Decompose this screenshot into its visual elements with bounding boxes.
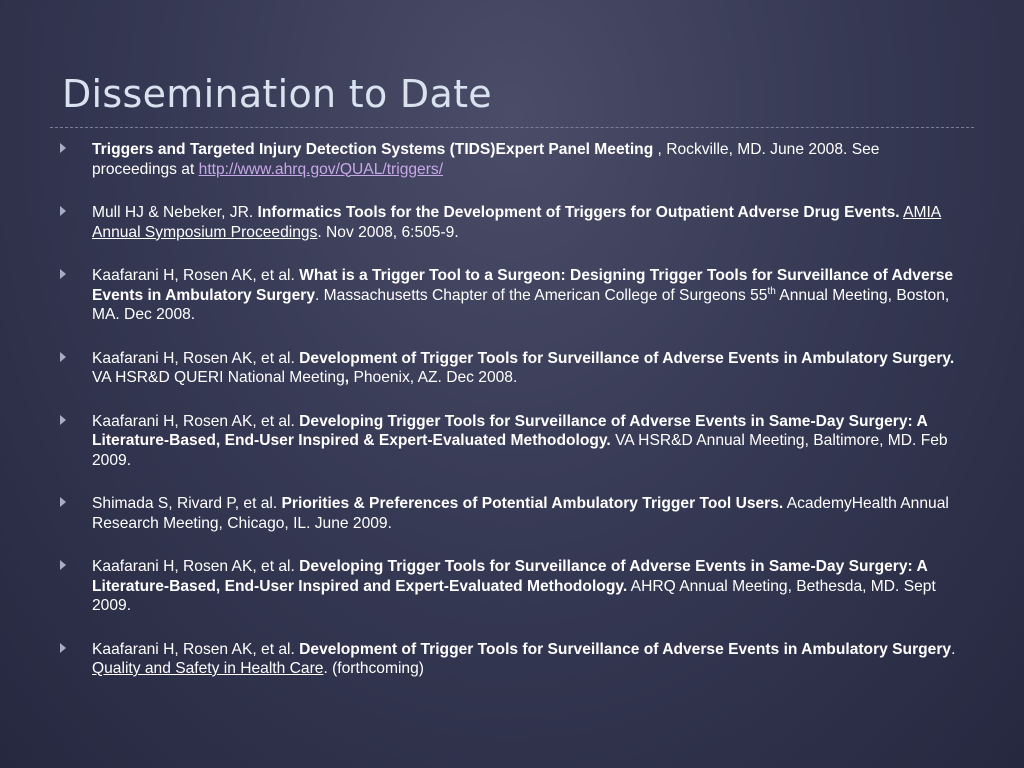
- item-venue: AMIA Annual Symposium Proceedings: [92, 204, 942, 241]
- item-detail: VA HSR&D Annual Meeting, Baltimore, MD. Feb 2009.: [92, 432, 948, 469]
- item-authors: Kaafarani H, Rosen AK, et al.: [92, 349, 300, 367]
- bullet-arrow-icon: [60, 497, 66, 507]
- item-authors: Kaafarani H, Rosen AK, et al.: [92, 412, 300, 430]
- item-venue: Quality and Safety in Health Care: [92, 660, 324, 677]
- list-item: [60, 494, 960, 533]
- bullet-arrow-icon: [60, 415, 66, 425]
- item-title: Developing Trigger Tools for Surveillance of Adverse Events in Same-Day Surgery: A Literature-Based, End-User Inspired & Expert-Evaluated Methodology.: [92, 412, 928, 449]
- item-detail: .: [951, 640, 956, 658]
- item-authors: Kaafarani H, Rosen AK, et al.: [92, 640, 300, 658]
- list-item: [60, 203, 960, 242]
- bullet-arrow-icon: [60, 143, 66, 153]
- item-title: Development of Trigger Tools for Surveillance of Adverse Events in Ambulatory Surgery.: [299, 349, 955, 367]
- bullet-arrow-icon: [60, 206, 66, 216]
- item-detail: , Rockville, MD. June 2008. See proceedings at: [92, 141, 880, 178]
- item-detail: . Massachusetts Chapter of the American College of Surgeons 55: [315, 286, 768, 304]
- item-authors: Mull HJ & Nebeker, JR.: [92, 204, 258, 221]
- item-title: Priorities & Preferences of Potential Ambulatory Trigger Tool Users.: [281, 495, 784, 512]
- item-title: Developing Trigger Tools for Surveillance of Adverse Events in Same-Day Surgery: A Literature-Based, End-User Inspired and Expert-Evaluated Methodology.: [92, 558, 928, 595]
- item-authors: Kaafarani H, Rosen AK, et al.: [92, 267, 300, 284]
- proceedings-link[interactable]: http://www.ahrq.gov/QUAL/triggers/: [198, 160, 444, 178]
- bullet-arrow-icon: [60, 269, 66, 279]
- bullet-arrow-icon: [60, 643, 66, 653]
- item-comma: ,: [344, 369, 350, 386]
- item-detail: . Nov 2008, 6:505-9.: [317, 223, 459, 241]
- item-authors: Kaafarani H, Rosen AK, et al.: [92, 558, 300, 575]
- title-divider: [50, 127, 974, 128]
- list-item: [60, 140, 960, 179]
- item-detail: VA HSR&D QUERI National Meeting: [92, 369, 345, 386]
- list-item: [60, 412, 960, 471]
- slide-title: Dissemination to Date: [62, 72, 492, 116]
- item-detail: AcademyHealth Annual Research Meeting, Chicago, IL. June 2009.: [92, 495, 949, 532]
- bullet-arrow-icon: [60, 560, 66, 570]
- list-item: [60, 640, 960, 679]
- item-detail-tail: . (forthcoming): [323, 660, 424, 677]
- item-title: Triggers and Targeted Injury Detection Systems (TIDS)Expert Panel Meeting: [92, 141, 654, 158]
- item-title: What is a Trigger Tool to a Surgeon: Designing Trigger Tools for Surveillance of Adverse Events in Ambulatory Surgery: [92, 267, 954, 304]
- item-detail-tail: Annual Meeting, Boston, MA. Dec 2008.: [92, 286, 950, 323]
- item-detail-tail: Phoenix, AZ. Dec 2008.: [349, 369, 518, 386]
- item-detail: AHRQ Annual Meeting, Bethesda, MD. Sept 2009.: [92, 577, 936, 614]
- list-item: [60, 349, 960, 388]
- item-title: Informatics Tools for the Development of Triggers for Outpatient Adverse Drug Events.: [257, 204, 900, 221]
- item-title: Development of Trigger Tools for Surveillance of Adverse Events in Ambulatory Surgery: [299, 640, 952, 658]
- dissemination-list: [60, 140, 960, 703]
- list-item: [60, 557, 960, 616]
- item-authors: Shimada S, Rivard P, et al.: [92, 495, 282, 512]
- item-superscript: th: [767, 285, 776, 297]
- list-item: [60, 266, 960, 325]
- bullet-arrow-icon: [60, 352, 66, 362]
